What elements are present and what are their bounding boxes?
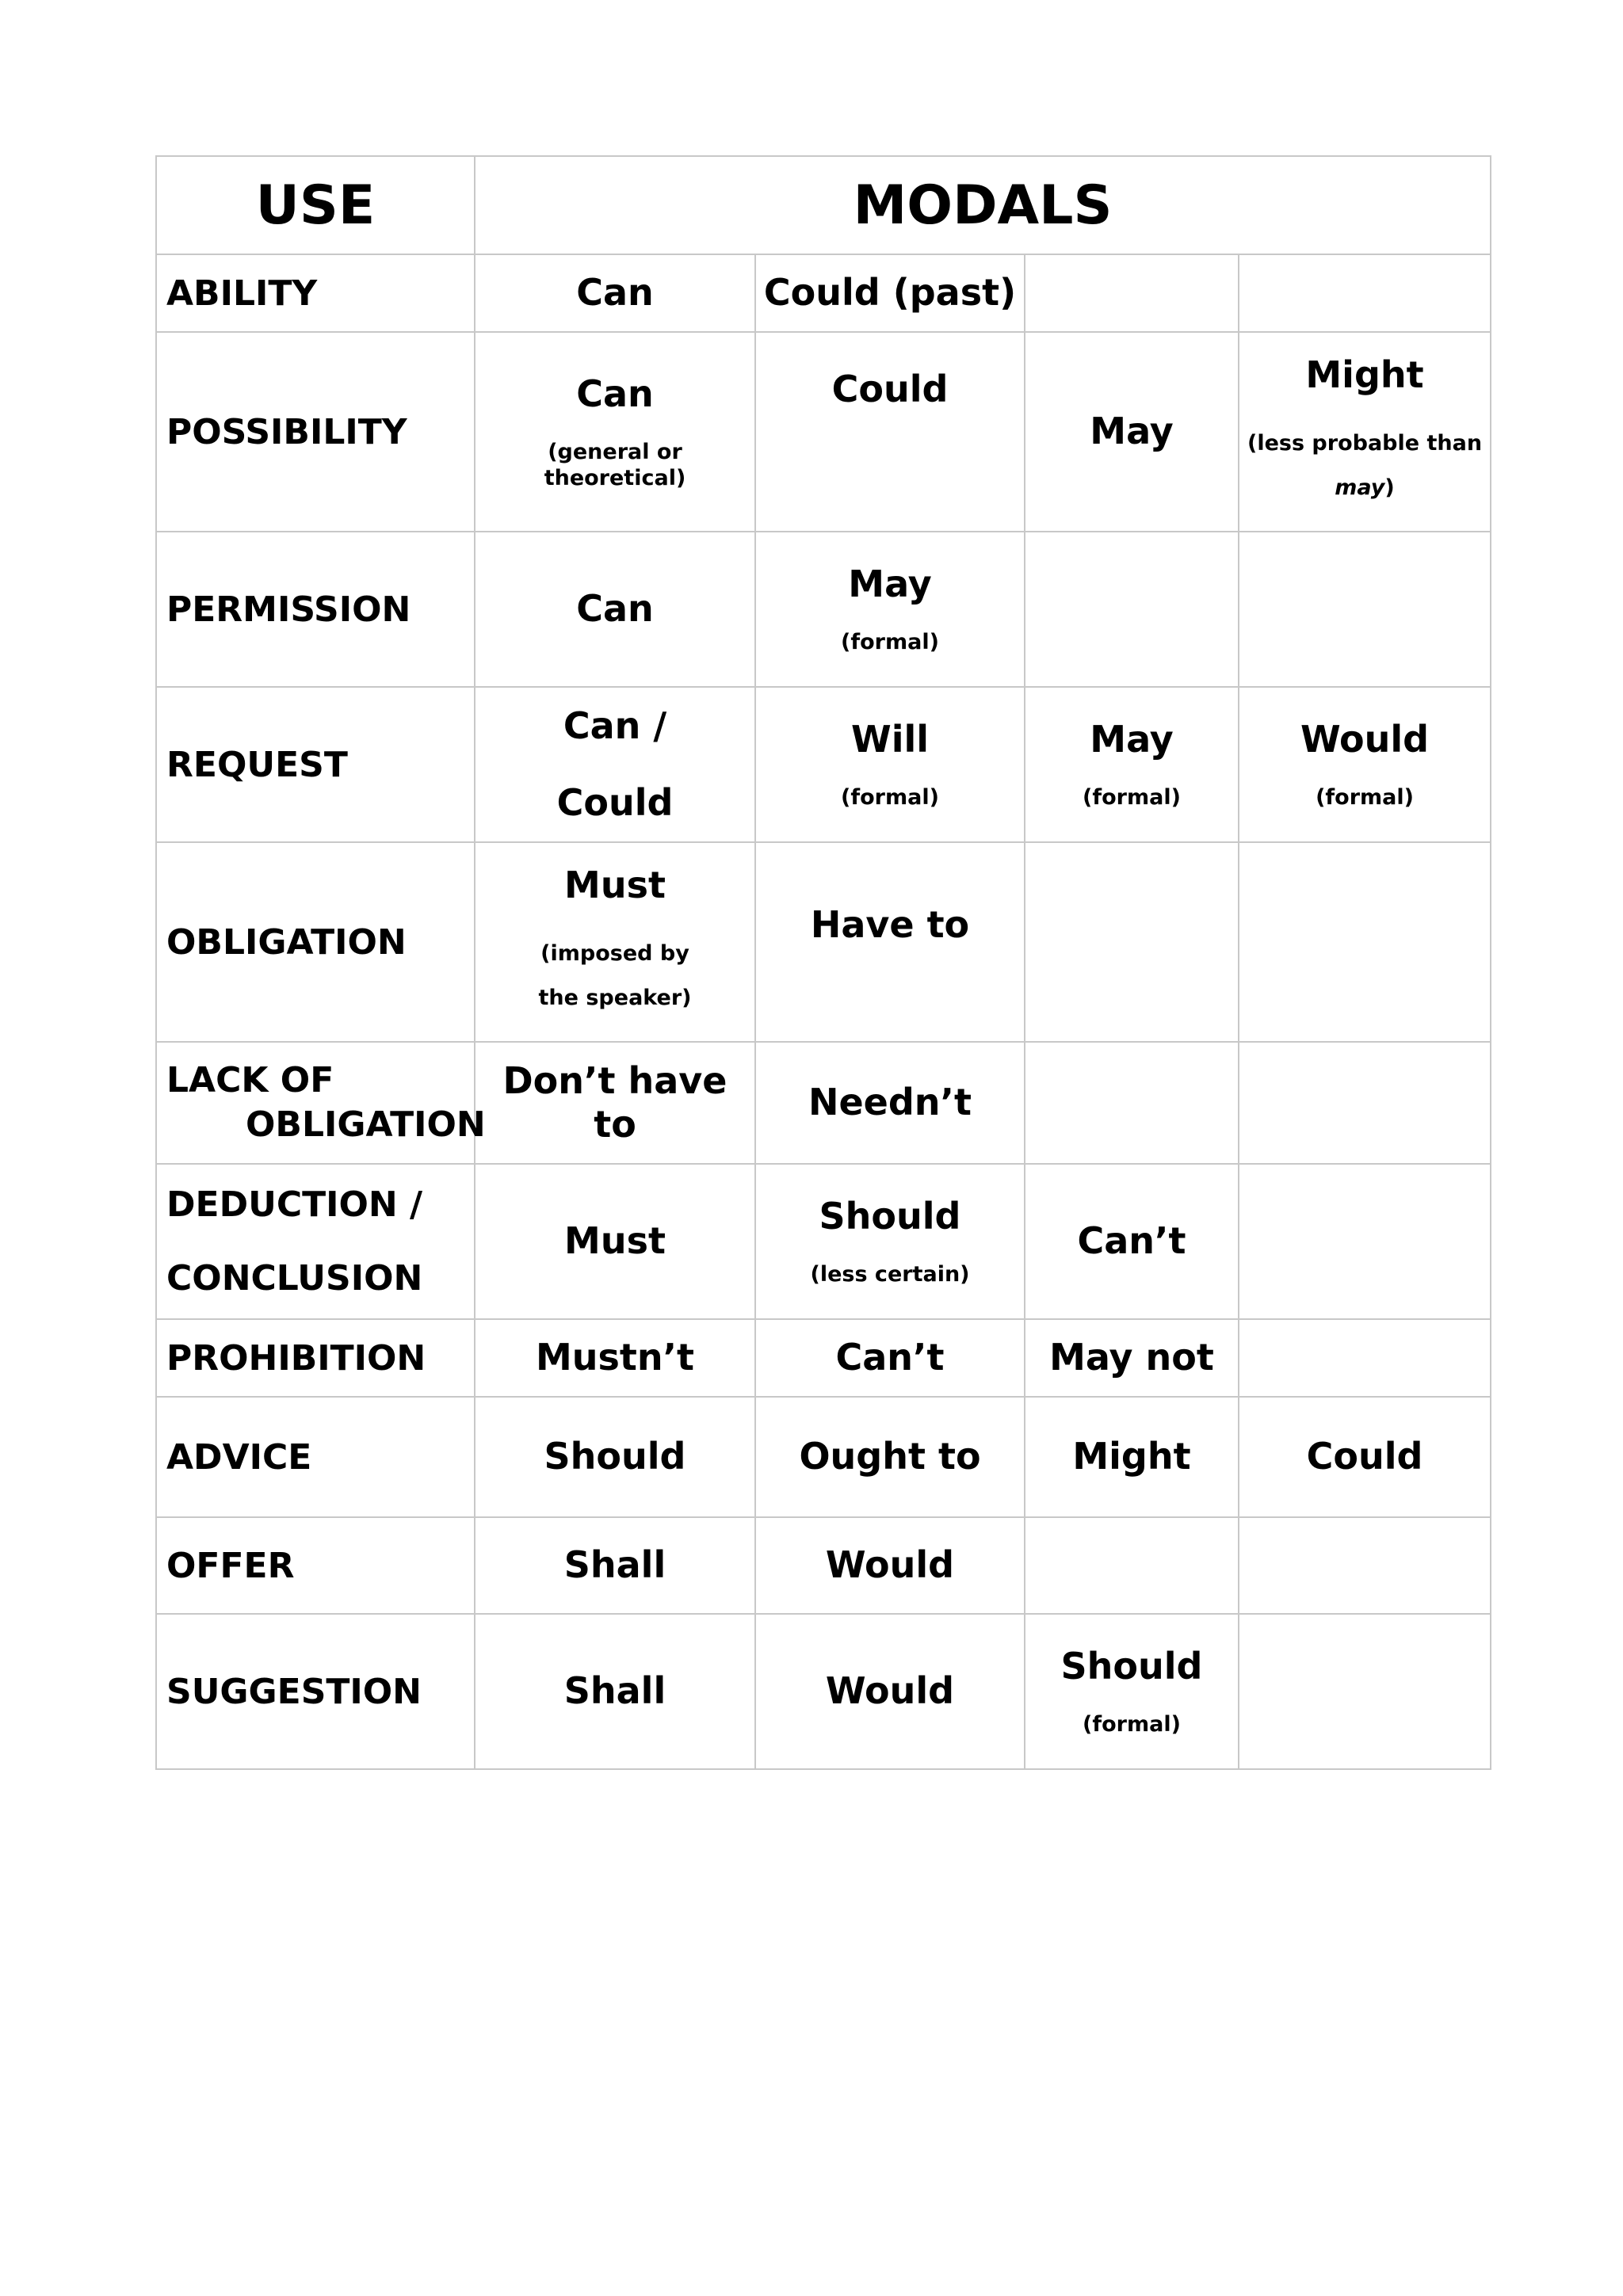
table-row — [156, 1319, 1491, 1397]
empty-cell — [1239, 532, 1491, 687]
modal-note: (formal) — [1083, 1712, 1181, 1737]
empty-cell — [1239, 842, 1491, 1042]
table-row — [156, 842, 1491, 1042]
modal-note: (formal) — [1083, 785, 1181, 810]
use-label: ADVICE — [156, 1397, 475, 1517]
empty-cell — [1239, 1614, 1491, 1769]
modal-text: Have to — [810, 903, 970, 946]
table-row — [156, 1517, 1491, 1614]
modal-text: Can — [576, 271, 654, 315]
modal-cell — [475, 1042, 755, 1164]
modal-text: Mustn’t — [535, 1336, 695, 1379]
modal-cell — [1239, 687, 1491, 842]
modal-note: (formal) — [1316, 785, 1414, 810]
modal-text: Shall — [563, 1543, 666, 1587]
modal-text: Can’t — [1077, 1219, 1186, 1263]
empty-cell — [1025, 842, 1239, 1042]
modal-text: Could — [831, 368, 949, 410]
modal-text: Don’t have to — [502, 1058, 727, 1146]
modal-text: Should — [1060, 1645, 1203, 1688]
modal-cell — [1025, 332, 1239, 532]
modal-text: Can / — [563, 704, 667, 747]
modal-cell — [475, 1614, 755, 1769]
modal-cell — [475, 254, 755, 332]
modal-text: Can’t — [835, 1336, 945, 1379]
modal-text: Might — [1072, 1435, 1191, 1478]
empty-cell — [1239, 1517, 1491, 1614]
use-label-line: CONCLUSION — [166, 1258, 423, 1299]
header-row — [156, 156, 1491, 254]
modal-cell — [475, 1319, 755, 1397]
note-emphasis: may — [1335, 475, 1385, 500]
modal-text: Needn’t — [808, 1081, 972, 1124]
modal-note: (general or theoretical) — [544, 440, 686, 490]
modal-note — [1239, 421, 1490, 510]
table-row — [156, 1042, 1491, 1164]
use-label-line: OBLIGATION — [246, 1104, 486, 1145]
empty-cell — [1239, 254, 1491, 332]
use-label: ABILITY — [156, 254, 475, 332]
modal-note: (formal) — [841, 630, 939, 655]
modal-text: Ought to — [799, 1435, 981, 1478]
modal-cell — [1025, 1164, 1239, 1319]
modal-cell — [1239, 1397, 1491, 1517]
use-label: OFFER — [156, 1517, 475, 1614]
use-label: SUGGESTION — [156, 1614, 475, 1769]
table-row — [156, 254, 1491, 332]
modal-cell — [755, 687, 1025, 842]
modal-text: Can — [576, 587, 654, 631]
modal-text: Must — [564, 864, 666, 907]
modals-table — [155, 155, 1491, 1770]
modal-note: (formal) — [841, 785, 939, 810]
modal-text: May — [848, 563, 932, 606]
modal-note: (less certain) — [810, 1262, 970, 1287]
modal-text: Could — [1306, 1435, 1423, 1478]
use-header: USE — [156, 156, 475, 254]
modal-cell — [1025, 1614, 1239, 1769]
modal-cell — [475, 842, 755, 1042]
modal-text: Would — [1300, 718, 1430, 761]
modal-cell — [1025, 1397, 1239, 1517]
modal-cell — [755, 1397, 1025, 1517]
table-row — [156, 1397, 1491, 1517]
use-label — [156, 1164, 475, 1319]
modal-cell — [475, 1397, 755, 1517]
use-label: POSSIBILITY — [156, 332, 475, 532]
modal-cell — [1025, 687, 1239, 842]
modals-header: MODALS — [475, 156, 1491, 254]
use-label: PERMISSION — [156, 532, 475, 687]
empty-cell — [1025, 532, 1239, 687]
empty-cell — [1025, 254, 1239, 332]
modal-cell — [755, 1042, 1025, 1164]
note-text: (less probable than — [1247, 430, 1483, 456]
modal-cell — [475, 332, 755, 532]
modal-text: Can — [576, 372, 654, 416]
modal-cell — [755, 332, 1025, 532]
modal-cell — [475, 532, 755, 687]
modal-text: Shall — [563, 1669, 666, 1713]
modal-text: Could (past) — [763, 271, 1017, 315]
modal-text: Might — [1305, 353, 1424, 397]
modal-cell — [475, 1517, 755, 1614]
empty-cell — [1239, 1319, 1491, 1397]
modal-text: Could — [556, 781, 674, 824]
modal-text: Must — [564, 1219, 666, 1263]
table-row — [156, 332, 1491, 532]
modal-text: May not — [1049, 1336, 1214, 1379]
modal-text: Would — [825, 1543, 955, 1587]
modal-cell — [1239, 332, 1491, 532]
empty-cell — [1239, 1042, 1491, 1164]
modal-text: Should — [819, 1195, 961, 1238]
modal-cell — [755, 1614, 1025, 1769]
empty-cell — [1025, 1042, 1239, 1164]
note-text: ) — [1384, 475, 1395, 500]
modal-cell — [1025, 1319, 1239, 1397]
modal-cell — [755, 1319, 1025, 1397]
modal-text: Will — [850, 718, 930, 761]
modal-cell — [755, 254, 1025, 332]
table-row — [156, 1164, 1491, 1319]
modal-text: Would — [825, 1669, 955, 1713]
modal-text: May — [1090, 718, 1174, 761]
use-label-line: DEDUCTION / — [166, 1184, 423, 1225]
modal-cell — [755, 842, 1025, 1042]
table-row — [156, 1614, 1491, 1769]
modal-cell — [755, 1164, 1025, 1319]
modal-cell — [755, 1517, 1025, 1614]
modal-cell — [475, 687, 755, 842]
modal-note: (imposed by the speaker) — [538, 940, 692, 1010]
table-row — [156, 532, 1491, 687]
modal-text: May — [1090, 410, 1174, 453]
modal-text: Should — [544, 1435, 686, 1478]
use-label — [156, 1042, 486, 1164]
table-row — [156, 687, 1491, 842]
use-label: OBLIGATION — [156, 842, 475, 1042]
empty-cell — [1025, 1517, 1239, 1614]
modal-cell — [475, 1164, 755, 1319]
use-label: REQUEST — [156, 687, 475, 842]
use-label: PROHIBITION — [156, 1319, 475, 1397]
modal-cell — [755, 532, 1025, 687]
empty-cell — [1239, 1164, 1491, 1319]
use-label-line: LACK OF — [166, 1060, 334, 1100]
